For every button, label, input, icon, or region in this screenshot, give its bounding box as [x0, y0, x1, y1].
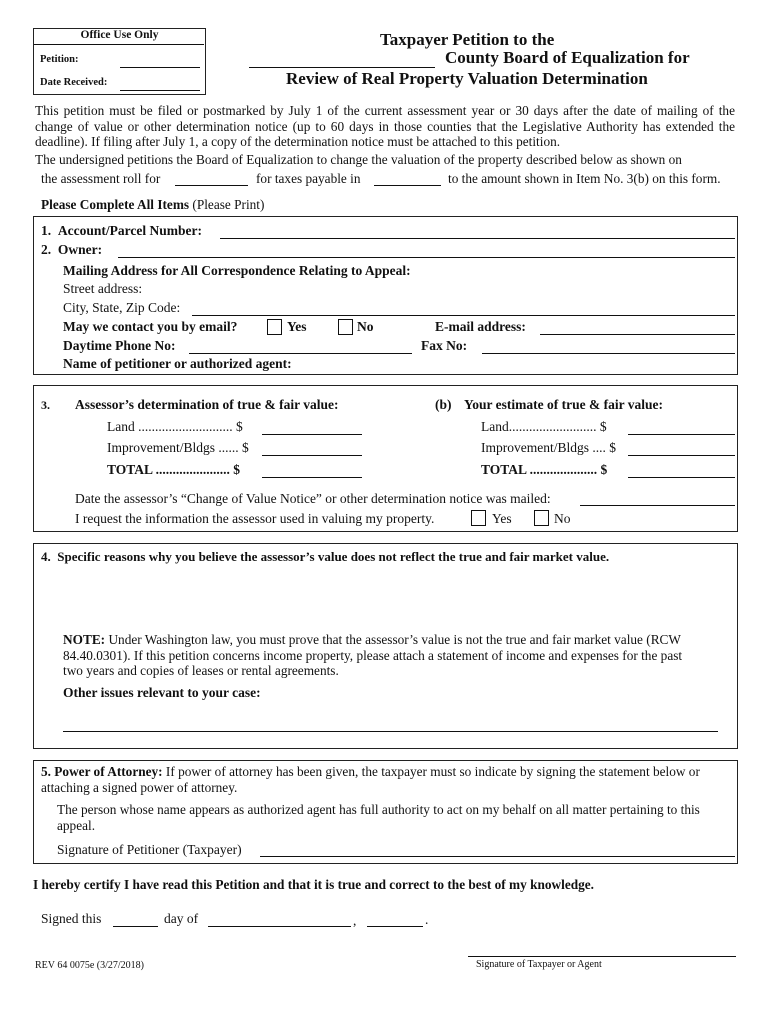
estimate-total-field[interactable]: [628, 477, 735, 478]
estimate-improvement-field[interactable]: [628, 455, 735, 456]
roll-for-label: the assessment roll for: [41, 171, 161, 186]
request-info-label: I request the information the assessor used in valuing my property.: [75, 511, 435, 526]
taxes-payable-field[interactable]: [374, 185, 441, 186]
taxpayer-signature-label: Signature of Taxpayer or Agent: [476, 959, 602, 970]
email-yes-checkbox[interactable]: [267, 319, 282, 335]
assessor-land-field[interactable]: [262, 434, 362, 435]
request-yes-label: Yes: [492, 511, 512, 526]
date-received-field[interactable]: [120, 90, 200, 91]
note-text: Under Washington law, you must prove that the assessor’s value is not the true and fair market value (RCW 84.40.0301). If this petition concerns income property, please attach a statement of income and expenses for the past two years and copies of leases or rental agreements.: [63, 632, 683, 678]
title-line-3: Review of Real Property Valuation Determination: [286, 69, 648, 88]
account-number-field[interactable]: [220, 238, 735, 239]
estimate-total-label: TOTAL .................... $: [481, 462, 608, 477]
specific-reasons-title: 4. Specific reasons why you believe the assessor’s value does not reflect the true and fair market value.: [41, 549, 610, 564]
petitioner-signature-label: Signature of Petitioner (Taxpayer): [57, 842, 242, 857]
estimate-land-label: Land.......................... $: [481, 419, 607, 434]
owner-label: 2. Owner:: [41, 242, 103, 257]
account-number-label: 1. Account/Parcel Number:: [41, 223, 202, 238]
email-address-label: E-mail address:: [435, 319, 526, 334]
email-yes-label: Yes: [287, 319, 307, 334]
assessor-value-title: Assessor’s determination of true & fair value:: [75, 397, 339, 412]
city-state-zip-label: City, State, Zip Code:: [63, 300, 181, 315]
office-title-divider: [34, 44, 204, 45]
complete-all-items-note: (Please Print): [189, 197, 265, 212]
county-name-field[interactable]: [249, 67, 435, 68]
daytime-phone-label: Daytime Phone No:: [63, 338, 176, 353]
intro-paragraph: This petition must be filed or postmarked by July 1 of the current assessment year or 30 days after the date of mailing of the change of value or other determination notice (up to 60 days in those counties that the Legislative Authority has extended the deadline). If filing after July 1, a copy of the determination notice must be attached to this petition.: [35, 103, 735, 149]
signed-month-field[interactable]: [208, 926, 351, 927]
date-received-label: Date Received:: [40, 77, 108, 88]
street-address-label: Street address:: [63, 281, 143, 296]
office-use-title: Office Use Only: [80, 29, 159, 41]
title-line-2: County Board of Equalization for: [445, 48, 690, 67]
assessor-improvement-label: Improvement/Bldgs ...... $: [107, 440, 249, 455]
city-state-zip-field[interactable]: [192, 315, 735, 316]
note-label: NOTE:: [63, 632, 106, 647]
petition-label: Petition:: [40, 54, 79, 65]
taxpayer-signature-field[interactable]: [468, 956, 736, 957]
assessor-land-label: Land ............................ $: [107, 419, 243, 434]
note-paragraph: [63, 632, 703, 679]
other-issues-field[interactable]: [63, 731, 718, 732]
section-3b-label: (b): [435, 397, 452, 412]
email-contact-question: May we contact you by email?: [63, 319, 238, 334]
email-address-field[interactable]: [540, 334, 735, 335]
daytime-phone-field[interactable]: [189, 353, 412, 354]
authorized-agent-text: The person whose name appears as authorized agent has full authority to act on my behalf on all matter pertaining to this appeal.: [57, 802, 700, 833]
email-no-checkbox[interactable]: [338, 319, 353, 335]
petition-field[interactable]: [120, 67, 200, 68]
fax-label: Fax No:: [421, 338, 468, 353]
complete-all-items-bold: Please Complete All Items: [41, 197, 190, 212]
estimate-improvement-label: Improvement/Bldgs .... $: [481, 440, 616, 455]
estimate-land-field[interactable]: [628, 434, 735, 435]
signed-this-label: Signed this: [41, 911, 102, 926]
day-of-label: day of: [164, 911, 199, 926]
request-no-checkbox[interactable]: [534, 510, 549, 526]
request-yes-checkbox[interactable]: [471, 510, 486, 526]
intro-petition-text: The undersigned petitions the Board of Equalization to change the valuation of the property described below as shown on: [35, 152, 682, 167]
petitioner-name-label: Name of petitioner or authorized agent:: [63, 356, 292, 371]
power-of-attorney-title: 5. Power of Attorney:: [41, 764, 163, 779]
signed-year-field[interactable]: [367, 926, 423, 927]
assessor-total-label: TOTAL ...................... $: [107, 462, 241, 477]
certification-text: I hereby certify I have read this Petition and that it is true and correct to the best of my knowledge.: [33, 877, 594, 892]
email-no-label: No: [357, 319, 374, 334]
roll-year-field[interactable]: [175, 185, 248, 186]
assessor-total-field[interactable]: [262, 477, 362, 478]
complete-all-items: [41, 197, 264, 213]
owner-field[interactable]: [118, 257, 735, 258]
power-of-attorney-instructions: If power of attorney has been given, the taxpayer must so indicate by signing the statement below or attaching a signed power of attorney.: [41, 764, 700, 795]
mailing-address-label: Mailing Address for All Correspondence Relating to Appeal:: [63, 263, 411, 278]
date-period: .: [425, 912, 429, 927]
date-comma: ,: [353, 913, 357, 928]
title-line-1: Taxpayer Petition to the: [380, 30, 555, 49]
power-of-attorney-text: [41, 764, 729, 795]
notice-mailed-label: Date the assessor’s “Change of Value Notice” or other determination notice was mailed:: [75, 491, 551, 506]
your-estimate-title: Your estimate of true & fair value:: [464, 397, 663, 412]
signed-day-field[interactable]: [113, 926, 158, 927]
item-3b-text: to the amount shown in Item No. 3(b) on this form.: [448, 171, 721, 186]
petitioner-signature-field[interactable]: [260, 856, 735, 857]
assessor-improvement-field[interactable]: [262, 455, 362, 456]
taxes-payable-label: for taxes payable in: [256, 171, 361, 186]
form-revision: REV 64 0075e (3/27/2018): [35, 960, 144, 971]
notice-mailed-date-field[interactable]: [580, 505, 735, 506]
section-3-number: 3.: [41, 398, 50, 412]
other-issues-label: Other issues relevant to your case:: [63, 685, 261, 700]
request-no-label: No: [554, 511, 571, 526]
fax-field[interactable]: [482, 353, 735, 354]
